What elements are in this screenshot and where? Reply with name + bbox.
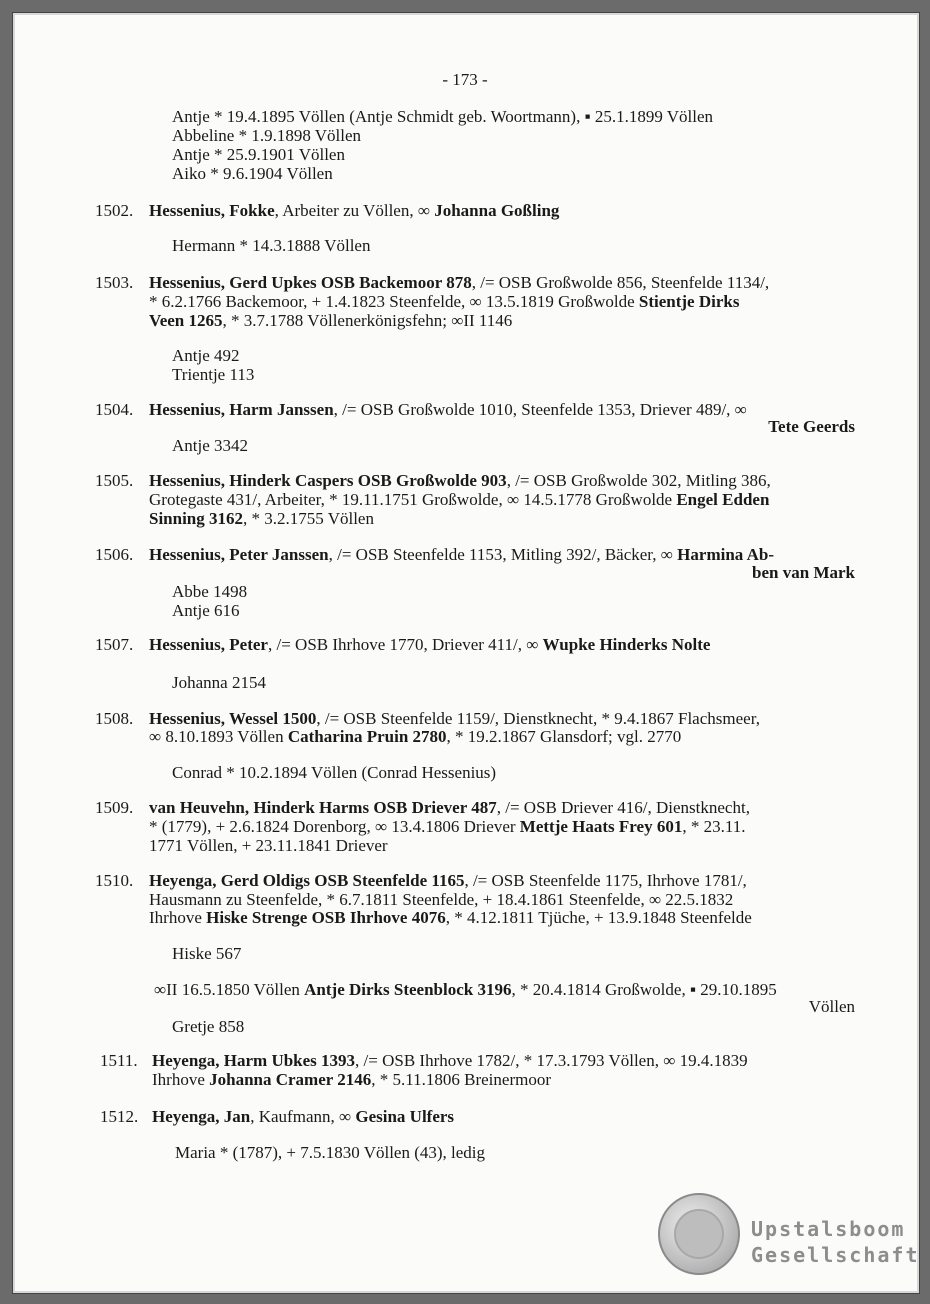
child-line: Antje 3342 [172, 436, 249, 455]
entry-line: Sinning 3162, * 3.2.1755 Völlen [149, 509, 374, 528]
person-name: Heyenga, Harm Ubkes 1393 [152, 1051, 356, 1070]
spouse-name-cont: ben van Mark [752, 563, 855, 582]
spouse-name: Wupke Hinderks Nolte [542, 635, 711, 654]
entry-line: Hessenius, Hinderk Caspers OSB Großwolde 903, /= OSB Großwolde 302, Mitling 386, [149, 471, 771, 490]
entry-number: 1507. [95, 635, 134, 654]
intro-line: Antje * 25.9.1901 Völlen [172, 145, 345, 164]
spouse-name: Gesina Ulfers [355, 1107, 455, 1126]
entry-number: 1511. [100, 1051, 138, 1070]
person-name: Heyenga, Gerd Oldigs OSB Steenfelde 1165 [149, 871, 465, 890]
place-cont: Völlen [808, 997, 855, 1016]
child-line: Conrad * 10.2.1894 Völlen (Conrad Hessenius) [172, 763, 497, 782]
entry-line: Hessenius, Gerd Upkes OSB Backemoor 878, /= OSB Großwolde 856, Steenfelde 1134/, [149, 273, 770, 292]
spouse-name: Hiske Strenge OSB Ihrhove 4076 [206, 908, 446, 927]
spouse-name: Stientje Dirks [638, 292, 740, 311]
child-line: Johanna 2154 [172, 673, 266, 692]
entry-line: Heyenga, Jan, Kaufmann, ∞ Gesina Ulfers [152, 1107, 455, 1126]
entry-line: Hausmann zu Steenfelde, * 6.7.1811 Steenfelde, + 18.4.1861 Steenfelde, ∞ 22.5.1832 [149, 890, 734, 909]
child-line: Antje 492 [172, 346, 240, 365]
spouse-name: Antje Dirks Steenblock 3196 [304, 980, 512, 999]
person-name: Hessenius, Peter Janssen [149, 545, 329, 564]
intro-line: Abbeline * 1.9.1898 Völlen [172, 126, 362, 145]
spouse-name: Veen 1265 [149, 311, 223, 330]
person-name: Hessenius, Fokke [149, 201, 275, 220]
entry-line: Hessenius, Harm Janssen, /= OSB Großwolde 1010, Steenfelde 1353, Driever 489/, ∞ [149, 400, 747, 419]
entry-line: Hessenius, Fokke, Arbeiter zu Völlen, ∞ Johanna Goßling [149, 201, 560, 220]
child-line: Antje 616 [172, 601, 240, 620]
child-line: Gretje 858 [172, 1017, 245, 1036]
child-line: Abbe 1498 [172, 582, 248, 601]
entry-number: 1508. [95, 709, 134, 728]
entry-line: Ihrhove Hiske Strenge OSB Ihrhove 4076, * 4.12.1811 Tjüche, + 13.9.1848 Steenfelde [149, 908, 752, 927]
person-name: Hessenius, Wessel 1500 [149, 709, 317, 728]
entry-number: 1512. [100, 1107, 139, 1126]
spouse-name: Mettje Haats Frey 601 [519, 817, 683, 836]
entry-line: Hessenius, Peter Janssen, /= OSB Steenfelde 1153, Mitling 392/, Bäcker, ∞ Harmina Ab- [149, 545, 774, 564]
person-name: Hessenius, Harm Janssen [149, 400, 334, 419]
entry-line: * 6.2.1766 Backemoor, + 1.4.1823 Steenfelde, ∞ 13.5.1819 Großwolde Stientje Dirks [149, 292, 740, 311]
entry-line: Veen 1265, * 3.7.1788 Völlenerkönigsfehn; ∞II 1146 [149, 311, 513, 330]
second-marriage-line: ∞II 16.5.1850 Völlen Antje Dirks Steenblock 3196, * 20.4.1814 Großwolde, ▪ 29.10.1895 [154, 980, 777, 999]
seal-icon [658, 1193, 740, 1275]
logo-text-line2: Gesellschaft [751, 1243, 920, 1267]
entry-number: 1506. [95, 545, 134, 564]
entry-line: Hessenius, Peter, /= OSB Ihrhove 1770, Driever 411/, ∞ Wupke Hinderks Nolte [149, 635, 711, 654]
person-name: Hessenius, Peter [149, 635, 268, 654]
intro-line: Aiko * 9.6.1904 Völlen [172, 164, 333, 183]
entry-line: ∞ 8.10.1893 Völlen Catharina Pruin 2780, * 19.2.1867 Glansdorf; vgl. 2770 [149, 727, 682, 746]
person-name: Hessenius, Hinderk Caspers OSB Großwolde 903 [149, 471, 507, 490]
entry-number: 1504. [95, 400, 134, 419]
page-number: - 173 - [442, 70, 488, 89]
entry-line: Grotegaste 431/, Arbeiter, * 19.11.1751 Großwolde, ∞ 14.5.1778 Großwolde Engel Edden [149, 490, 770, 509]
spouse-name: Harmina Ab- [677, 545, 774, 564]
entry-line: van Heuvehn, Hinderk Harms OSB Driever 487, /= OSB Driever 416/, Dienstknecht, [149, 798, 750, 817]
entry-line: Hessenius, Wessel 1500, /= OSB Steenfelde 1159/, Dienstknecht, * 9.4.1867 Flachsmeer, [149, 709, 760, 728]
entry-line: 1771 Völlen, + 23.11.1841 Driever [149, 836, 388, 855]
spouse-name: Tete Geerds [768, 417, 855, 436]
child-line: Trientje 113 [172, 365, 255, 384]
child-line: Maria * (1787), + 7.5.1830 Völlen (43), ledig [175, 1143, 486, 1162]
entry-line: Heyenga, Harm Ubkes 1393, /= OSB Ihrhove 1782/, * 17.3.1793 Völlen, ∞ 19.4.1839 [152, 1051, 748, 1070]
person-name: Hessenius, Gerd Upkes OSB Backemoor 878 [149, 273, 472, 292]
spouse-name: Johanna Cramer 2146 [209, 1070, 372, 1089]
intro-line: Antje * 19.4.1895 Völlen (Antje Schmidt geb. Woortmann), ▪ 25.1.1899 Völlen [172, 107, 714, 126]
person-name: van Heuvehn, Hinderk Harms OSB Driever 487 [149, 798, 497, 817]
entry-number: 1509. [95, 798, 134, 817]
child-line: Hiske 567 [172, 944, 242, 963]
logo-text-line1: Upstalsboom [751, 1217, 906, 1241]
spouse-name: Johanna Goßling [434, 201, 560, 220]
person-name: Heyenga, Jan [152, 1107, 251, 1126]
spouse-name: Engel Edden [676, 490, 770, 509]
spouse-name: Sinning 3162 [149, 509, 244, 528]
publisher-logo [648, 1185, 920, 1285]
entry-line: * (1779), + 2.6.1824 Dorenborg, ∞ 13.4.1806 Driever Mettje Haats Frey 601, * 23.11. [149, 817, 746, 836]
entry-line: Heyenga, Gerd Oldigs OSB Steenfelde 1165, /= OSB Steenfelde 1175, Ihrhove 1781/, [149, 871, 747, 890]
entry-line: Ihrhove Johanna Cramer 2146, * 5.11.1806 Breinermoor [152, 1070, 551, 1089]
entry-number: 1503. [95, 273, 134, 292]
spouse-name: Catharina Pruin 2780 [287, 727, 447, 746]
entry-number: 1505. [95, 471, 134, 490]
entry-number: 1502. [95, 201, 134, 220]
child-line: Hermann * 14.3.1888 Völlen [172, 236, 371, 255]
entry-number: 1510. [95, 871, 134, 890]
